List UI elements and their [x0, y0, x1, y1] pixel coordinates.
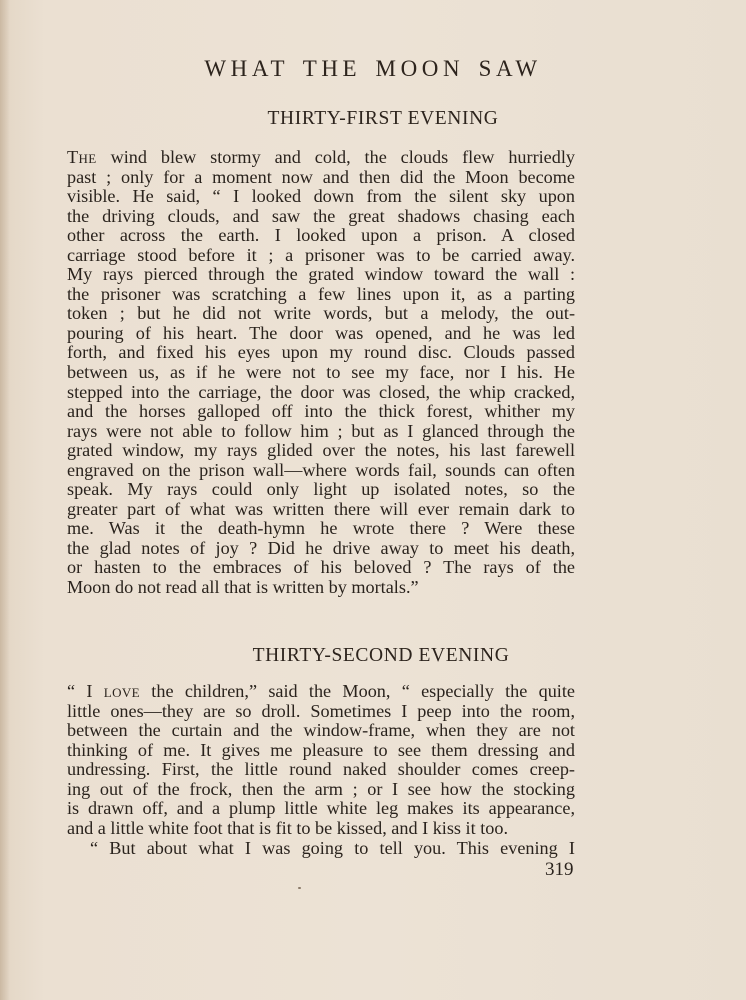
section-title-thirty-second-evening: THIRTY-SECOND EVENING [252, 645, 510, 666]
text-line: Moon do not read all that is written by mortals.” [67, 577, 419, 598]
text-line: past ; only for a moment now and then did the Moon become [67, 166, 575, 187]
text-line: me. Was it the death-hymn he wrote there ? Were these [67, 518, 575, 539]
gutter-shadow [0, 0, 10, 1000]
text-line: rays were not able to follow him ; but as I glanced through the [67, 420, 575, 441]
section-title-thirty-first-evening: THIRTY-FIRST EVENING [267, 108, 499, 129]
text-line: and the horses galloped off into the thick forest, whither my [67, 401, 575, 422]
lead-word: love [103, 681, 140, 701]
paragraph-thirty-second-evening [67, 682, 575, 838]
text-line: the glad notes of joy ? Did he drive away to meet his death, [67, 537, 575, 558]
text-line: “ I love the children,” said the Moon, “ especially the quite [67, 681, 575, 701]
text-line: other across the earth. I looked upon a prison. A closed [67, 225, 575, 246]
text-line: The wind blew stormy and cold, the clouds flew hurriedly [67, 147, 575, 167]
text-line: token ; but he did not write words, but a melody, the out- [67, 303, 575, 324]
lead-word: The [67, 147, 97, 167]
text-line: forth, and fixed his eyes upon my round disc. Clouds passed [67, 342, 575, 363]
text-line: My rays pierced through the grated window toward the wall : [67, 264, 575, 285]
text-line: thinking of me. It gives me pleasure to see them dressing and [67, 739, 575, 760]
page-number: 319 [545, 859, 574, 880]
text-line: visible. He said, “ I looked down from the silent sky upon [67, 186, 575, 207]
text-line: and a little white foot that is fit to be kissed, and I kiss it too. [67, 817, 508, 838]
text-line: ing out of the frock, then the arm ; or I see how the stocking [67, 778, 575, 799]
paragraph-continuation [67, 839, 575, 859]
text-line: the prisoner was scratching a few lines upon it, as a parting [67, 283, 575, 304]
text-line: or hasten to the embraces of his beloved ? The rays of the [67, 557, 575, 578]
text-line: “ But about what I was going to tell you. This evening I [90, 838, 575, 858]
text-line: between us, as if he were not to see my face, nor I his. He [67, 362, 575, 383]
text-line: grated window, my rays glided over the notes, his last farewell [67, 440, 575, 461]
text-line: little ones—they are so droll. Sometimes I peep into the room, [67, 700, 575, 721]
text-line: between the curtain and the window-frame, when they are not [67, 720, 575, 741]
text-line: engraved on the prison wall—where words fail, sounds can often [67, 459, 575, 480]
paragraph-thirty-first-evening [67, 148, 575, 598]
text-line: is drawn off, and a plump little white leg makes its appearance, [67, 798, 575, 819]
running-head: WHAT THE MOON SAW [204, 56, 542, 81]
text-line: greater part of what was written there will ever remain dark to [67, 498, 575, 519]
text-line: pouring of his heart. The door was opened, and he was led [67, 322, 575, 343]
paper-speck [298, 887, 301, 889]
text-line: speak. My rays could only light up isolated notes, so the [67, 479, 575, 500]
text-line: the driving clouds, and saw the great shadows chasing each [67, 205, 575, 226]
text-line: undressing. First, the little round naked shoulder comes creep- [67, 759, 575, 780]
text-line: carriage stood before it ; a prisoner was to be carried away. [67, 244, 575, 265]
text-line: stepped into the carriage, the door was closed, the whip cracked, [67, 381, 575, 402]
